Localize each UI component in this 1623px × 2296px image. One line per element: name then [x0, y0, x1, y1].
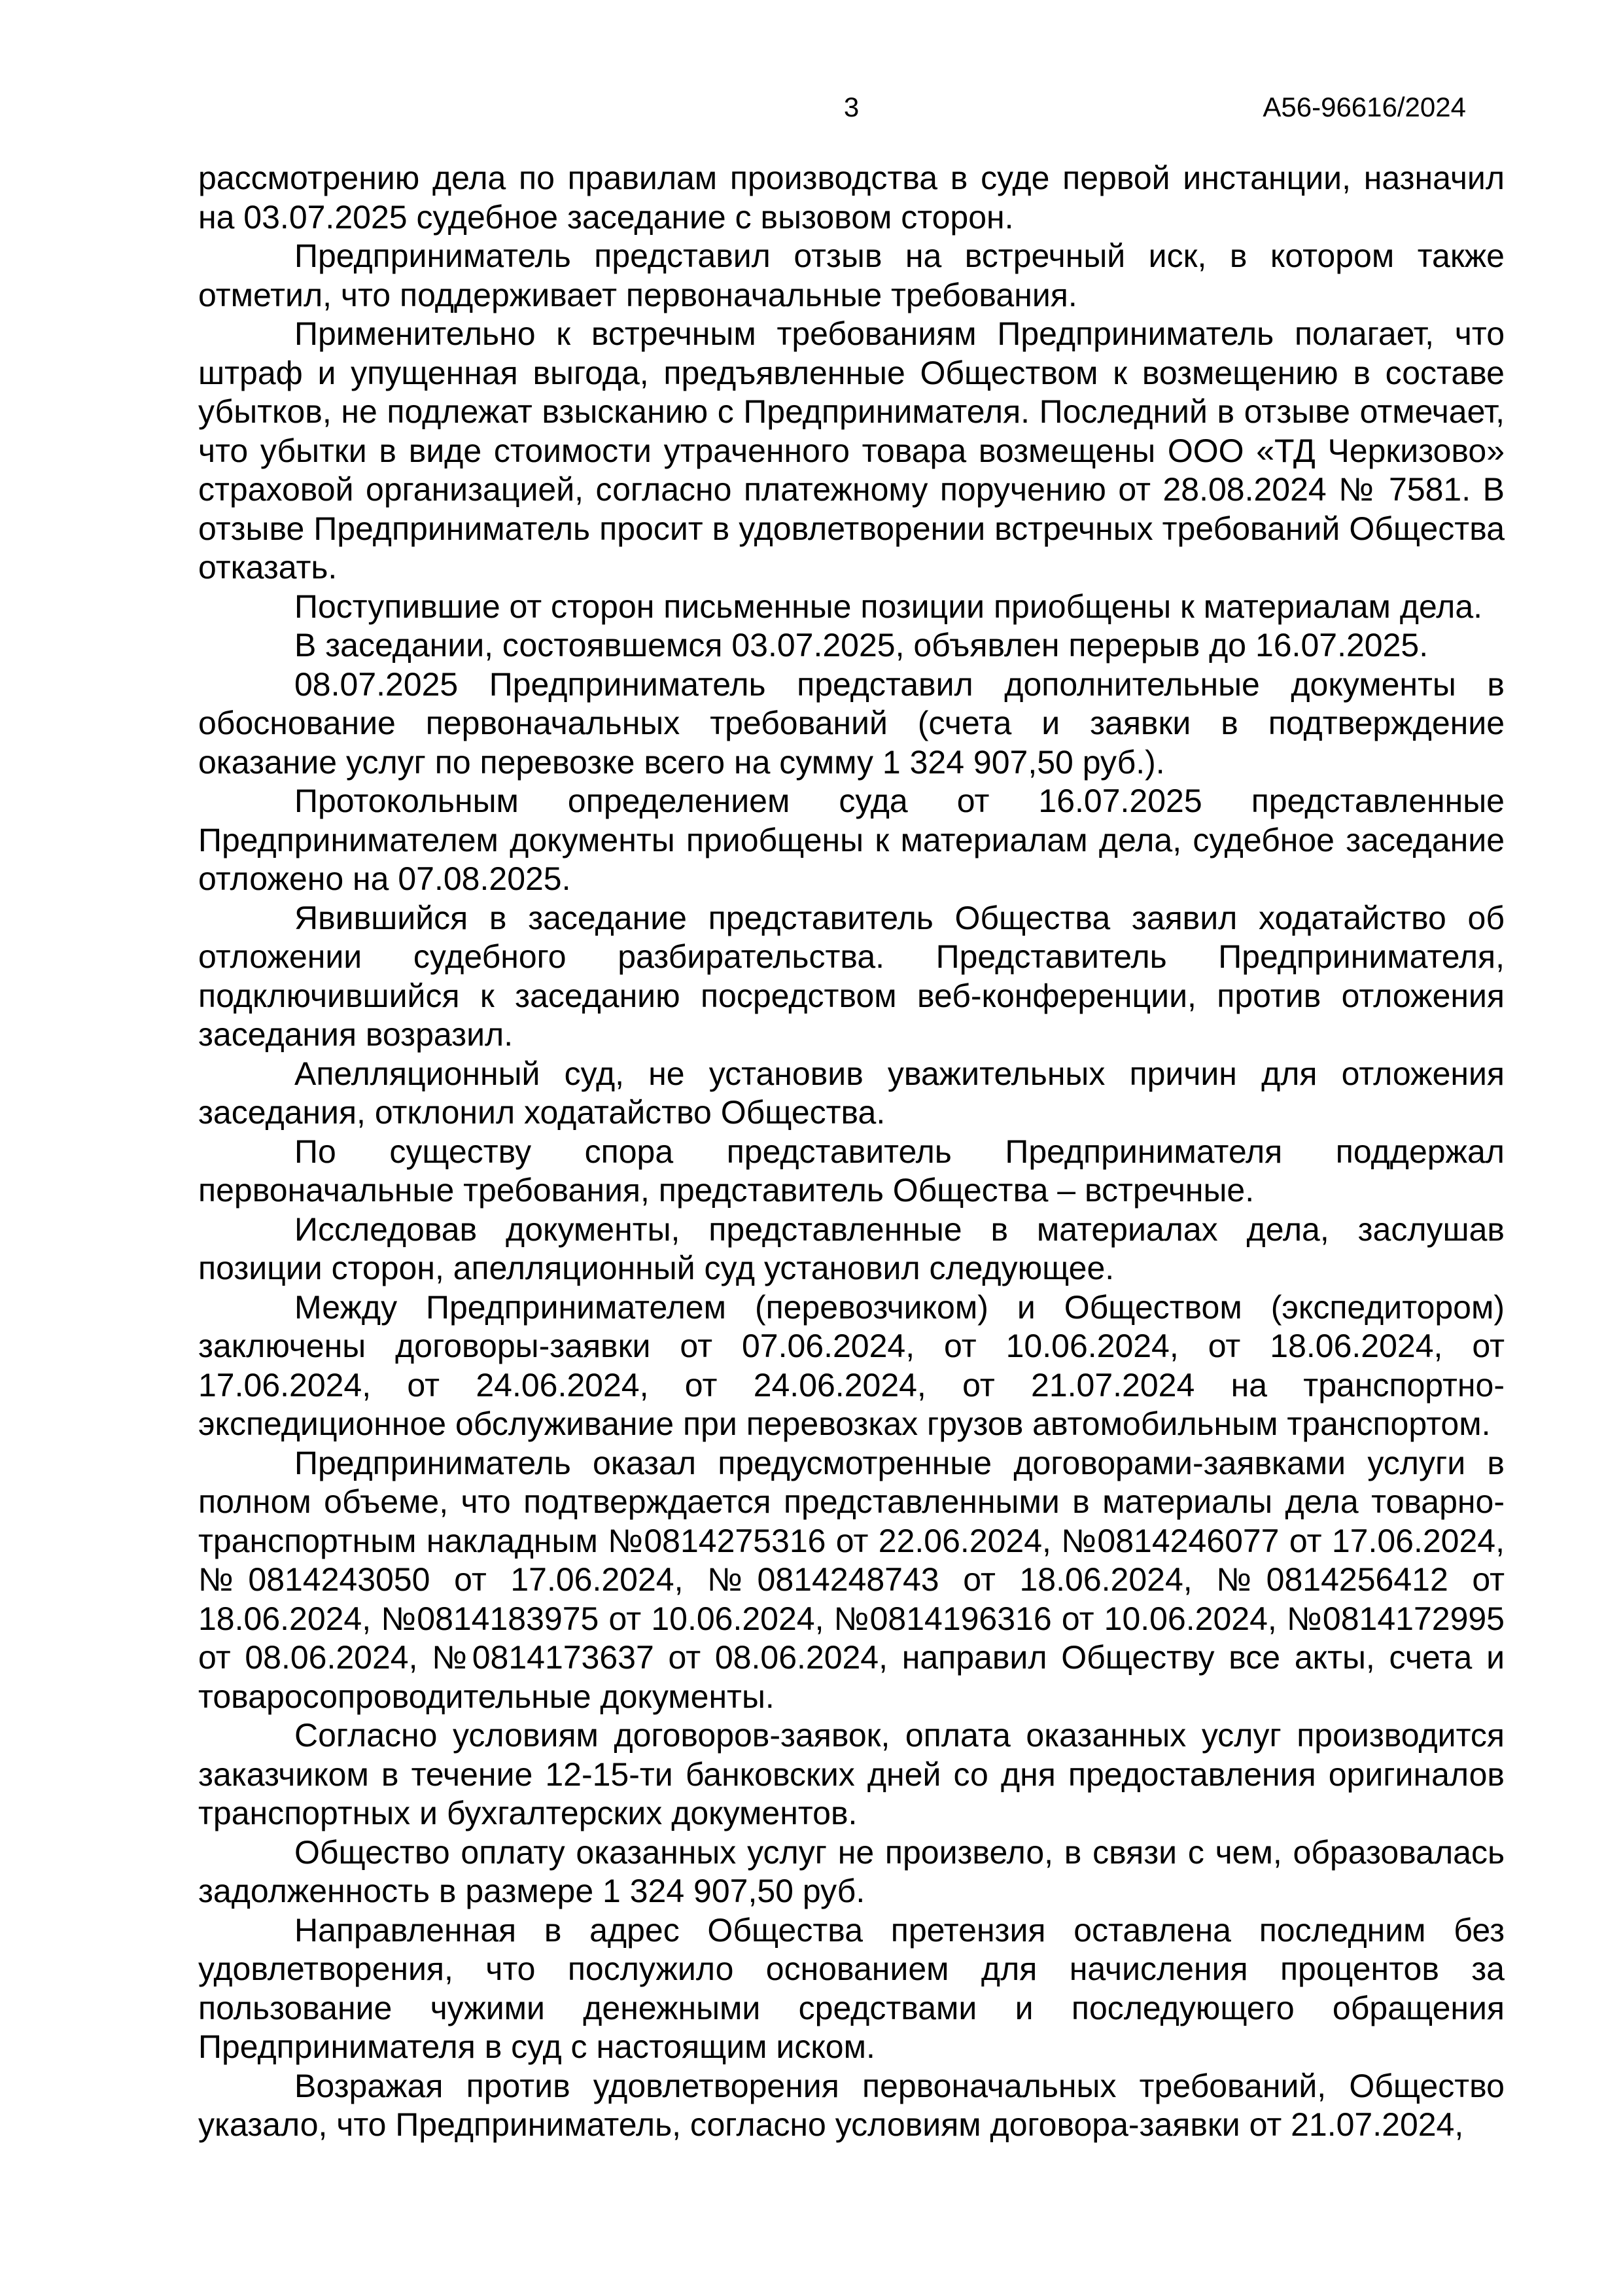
- paragraph: Предприниматель представил отзыв на встречный иск, в котором также отметил, что поддерживает первоначальные требования.: [198, 238, 1505, 313]
- page-number: 3: [843, 92, 860, 122]
- paragraph: рассмотрению дела по правилам производства в суде первой инстанции, назначил на 03.07.2025 судебное заседание с вызовом сторон.: [198, 160, 1505, 236]
- paragraph: Применительно к встречным требованиям Предприниматель полагает, что штраф и упущенная выгода, предъявленные Обществом к возмещению в составе убытков, не подлежат взысканию с Предпринимателя. Последний в отзыве отмечает, что убытки в виде стоимости утраченного товара возмещены ООО «ТД Черкизово» страховой организацией, согласно платежному поручению от 28.08.2024 № 7581. В отзыве Предприниматель просит в удовлетворении встречных требований Общества отказать.: [198, 315, 1505, 586]
- paragraph: Поступившие от сторон письменные позиции приобщены к материалам дела.: [294, 588, 1483, 625]
- paragraph: Согласно условиям договоров-заявок, оплата оказанных услуг производится заказчиком в течение 12-15-ти банковских дней со дня предоставления оригиналов транспортных и бухгалтерских документов.: [198, 1717, 1505, 1831]
- paragraph: Предприниматель оказал предусмотренные договорами-заявками услуги в полном объеме, что подтверждается представленными в материалы дела товарно-транспортным накладным №0814275316 от 22.06.2024, №0814246077 от 17.06.2024, №0814243050 от 17.06.2024, №0814248743 от 18.06.2024, №0814256412 от 18.06.2024, №0814183975 от 10.06.2024, №0814196316 от 10.06.2024, №0814172995 от 08.06.2024, №0814173637 от 08.06.2024, направил Обществу все акты, счета и товаросопроводительные документы.: [198, 1444, 1505, 1715]
- paragraph: Апелляционный суд, не установив уважительных причин для отложения заседания, отклонил ходатайство Общества.: [198, 1055, 1505, 1131]
- paragraph: Между Предпринимателем (перевозчиком) и Обществом (экспедитором) заключены договоры-заявки от 07.06.2024, от 10.06.2024, от 18.06.2024, от 17.06.2024, от 24.06.2024, от 24.06.2024, от 21.07.2024 на транспортно-экспедиционное обслуживание при перевозках грузов автомобильным транспортом.: [198, 1288, 1505, 1442]
- paragraph: Явившийся в заседание представитель Общества заявил ходатайство об отложении судебного разбирательства. Представитель Предпринимателя, подключившийся к заседанию посредством веб-конференции, против отложения заседания возразил.: [198, 899, 1505, 1053]
- paragraph: Исследовав документы, представленные в материалах дела, заслушав позиции сторон, апелляционный суд установил следующее.: [198, 1210, 1505, 1286]
- page-header: [198, 90, 1505, 124]
- paragraph: Протокольным определением суда от 16.07.2025 представленные Предпринимателем документы приобщены к материалам дела, судебное заседание отложено на 07.08.2025.: [198, 783, 1505, 897]
- case-number: А56-96616/2024: [1263, 92, 1466, 122]
- paragraph: В заседании, состоявшемся 03.07.2025, объявлен перерыв до 16.07.2025.: [294, 627, 1429, 663]
- document-body: [198, 159, 1505, 2145]
- paragraph: Направленная в адрес Общества претензия оставлена последним без удовлетворения, что послужило основанием для начисления процентов за пользование чужими денежными средствами и последующего обращения Предпринимателя в суд с настоящим иском.: [198, 1911, 1505, 2065]
- paragraph: По существу спора представитель Предпринимателя поддержал первоначальные требования, представитель Общества – встречные.: [198, 1133, 1505, 1209]
- paragraph: 08.07.2025 Предприниматель представил дополнительные документы в обоснование первоначальных требований (счета и заявки в подтверждение оказание услуг по перевозке всего на сумму 1 324 907,50 руб.).: [198, 665, 1505, 781]
- paragraph: Общество оплату оказанных услуг не произвело, в связи с чем, образовалась задолженность в размере 1 324 907,50 руб.: [198, 1833, 1505, 1909]
- paragraph: Возражая против удовлетворения первоначальных требований, Общество указало, что Предприниматель, согласно условиям договора-заявки от 21.07.2024,: [198, 2067, 1505, 2143]
